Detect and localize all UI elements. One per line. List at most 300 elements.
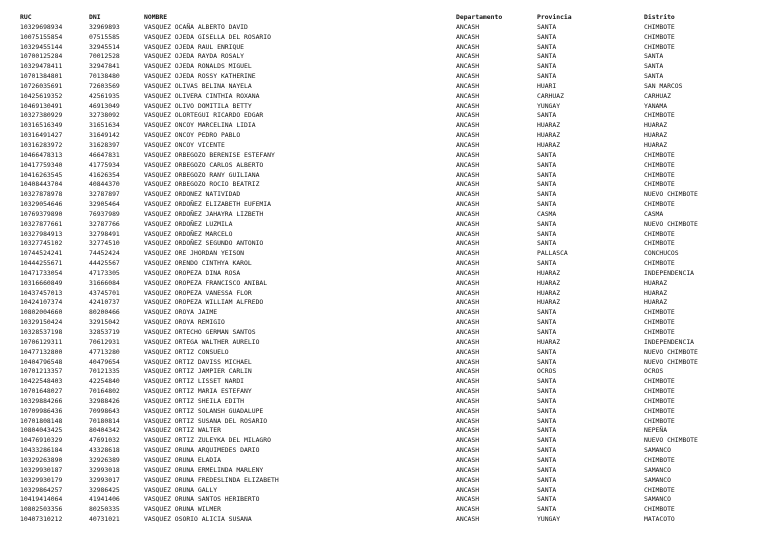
cell-provincia: SANTA [537, 180, 557, 189]
cell-departamento: ANCASH [456, 396, 480, 405]
table-row [18, 397, 738, 407]
cell-distrito: CHIMBOTE [644, 455, 675, 464]
cell-distrito: CHIMBOTE [644, 239, 675, 248]
cell-provincia: SANTA [537, 426, 557, 435]
table-row [18, 33, 738, 43]
cell-ruc: 10407310212 [20, 515, 63, 524]
cell-dni: 40844370 [89, 180, 120, 189]
cell-dni: 74452424 [89, 249, 120, 258]
cell-provincia: SANTA [537, 111, 557, 120]
column-header-distrito: Distrito [644, 13, 675, 21]
table-row [18, 161, 738, 171]
cell-provincia: SANTA [537, 32, 557, 41]
cell-nombre: VASQUEZ ORDONEZ NATIVIDAD [144, 190, 241, 199]
table-row [18, 180, 738, 190]
column-header-ruc: RUC [20, 13, 32, 21]
cell-departamento: ANCASH [456, 72, 480, 81]
cell-provincia: SANTA [537, 318, 557, 327]
cell-nombre: VASQUEZ ORUNA GALLY [144, 485, 218, 494]
cell-dni: 70121335 [89, 367, 120, 376]
cell-dni: 40731021 [89, 515, 120, 524]
cell-ruc: 10327380929 [20, 111, 63, 120]
cell-dni: 42561935 [89, 91, 120, 100]
cell-departamento: ANCASH [456, 111, 480, 120]
cell-nombre: VASQUEZ ORDOÑEZ MARCELO [144, 229, 233, 238]
cell-departamento: ANCASH [456, 357, 480, 366]
cell-dni: 32738092 [89, 111, 120, 120]
cell-distrito: NUEVO CHIMBOTE [644, 357, 698, 366]
cell-ruc: 10316516349 [20, 121, 63, 130]
table-row [18, 377, 738, 387]
cell-distrito: NUEVO CHIMBOTE [644, 436, 698, 445]
cell-ruc: 10701808148 [20, 416, 63, 425]
cell-distrito: SAMANCO [644, 475, 671, 484]
cell-nombre: VASQUEZ ORE JHORDAN YEISON [144, 249, 245, 258]
cell-ruc: 10329698934 [20, 22, 63, 31]
cell-dni: 32947841 [89, 62, 120, 71]
cell-provincia: HUARAZ [537, 278, 561, 287]
table-row [18, 239, 738, 249]
cell-departamento: ANCASH [456, 298, 480, 307]
cell-provincia: CASMA [537, 209, 557, 218]
cell-ruc: 10744524241 [20, 249, 63, 258]
table-row [18, 466, 738, 476]
cell-ruc: 10477132800 [20, 347, 63, 356]
cell-provincia: CARHUAZ [537, 91, 564, 100]
cell-dni: 41626354 [89, 170, 120, 179]
table-row [18, 426, 738, 436]
cell-provincia: SANTA [537, 505, 557, 514]
cell-dni: 31628397 [89, 140, 120, 149]
cell-distrito: INDEPENDENCIA [644, 268, 695, 277]
cell-nombre: VASQUEZ ORUNA WILMER [144, 505, 221, 514]
cell-ruc: 10802004660 [20, 308, 63, 317]
cell-ruc: 10316660849 [20, 278, 63, 287]
cell-ruc: 10327745102 [20, 239, 63, 248]
table-row [18, 279, 738, 289]
cell-nombre: VASQUEZ ORTIZ SOLANSH GUADALUPE [144, 406, 264, 415]
cell-dni: 70138480 [89, 72, 120, 81]
cell-provincia: SANTA [537, 475, 557, 484]
cell-provincia: OCROS [537, 367, 557, 376]
cell-nombre: VASQUEZ ORUNA FREDESLINDA ELIZABETH [144, 475, 279, 484]
cell-distrito: CHIMBOTE [644, 406, 675, 415]
cell-provincia: HUARAZ [537, 288, 561, 297]
cell-ruc: 10700125284 [20, 52, 63, 61]
table-row [18, 190, 738, 200]
cell-nombre: VASQUEZ OROPEZA FRANCISCO ANIBAL [144, 278, 268, 287]
cell-provincia: SANTA [537, 229, 557, 238]
cell-ruc: 10417759340 [20, 160, 63, 169]
cell-provincia: HUARAZ [537, 337, 561, 346]
cell-dni: 32787897 [89, 190, 120, 199]
cell-departamento: ANCASH [456, 268, 480, 277]
cell-provincia: SANTA [537, 190, 557, 199]
cell-ruc: 10329930187 [20, 465, 63, 474]
table-row [18, 328, 738, 338]
cell-departamento: ANCASH [456, 495, 480, 504]
cell-dni: 32915042 [89, 318, 120, 327]
table-row [18, 102, 738, 112]
cell-provincia: HUARAZ [537, 268, 561, 277]
cell-ruc: 10329150424 [20, 318, 63, 327]
cell-ruc: 10329884266 [20, 396, 63, 405]
table-row [18, 52, 738, 62]
table-row [18, 82, 738, 92]
cell-dni: 07515585 [89, 32, 120, 41]
cell-departamento: ANCASH [456, 387, 480, 396]
cell-distrito: MATACOTO [644, 515, 675, 524]
cell-departamento: ANCASH [456, 278, 480, 287]
cell-ruc: 10316283972 [20, 140, 63, 149]
cell-distrito: CASMA [644, 209, 664, 218]
cell-distrito: SANTA [644, 52, 664, 61]
cell-dni: 32926389 [89, 455, 120, 464]
cell-provincia: SANTA [537, 150, 557, 159]
cell-provincia: SANTA [537, 495, 557, 504]
cell-distrito: CHIMBOTE [644, 22, 675, 31]
cell-ruc: 10444255671 [20, 259, 63, 268]
cell-distrito: CHIMBOTE [644, 42, 675, 51]
cell-departamento: ANCASH [456, 180, 480, 189]
table-row [18, 72, 738, 82]
cell-distrito: SAMANCO [644, 446, 671, 455]
contributors-table [18, 13, 738, 525]
cell-distrito: SAMANCO [644, 465, 671, 474]
cell-provincia: SANTA [537, 416, 557, 425]
cell-provincia: YUNGAY [537, 515, 561, 524]
cell-ruc: 10424107374 [20, 298, 63, 307]
cell-nombre: VASQUEZ ORTIZ DAVISS MICHAEL [144, 357, 252, 366]
cell-provincia: SANTA [537, 347, 557, 356]
cell-nombre: VASQUEZ OCAÑA ALBERTO DAVID [144, 22, 248, 31]
table-row [18, 249, 738, 259]
table-row [18, 446, 738, 456]
cell-dni: 32988426 [89, 396, 120, 405]
cell-dni: 80200466 [89, 308, 120, 317]
cell-departamento: ANCASH [456, 121, 480, 130]
cell-distrito: OCROS [644, 367, 664, 376]
cell-distrito: HUARAZ [644, 121, 668, 130]
table-row [18, 23, 738, 33]
cell-distrito: CHIMBOTE [644, 259, 675, 268]
cell-nombre: VASQUEZ OLIVERA CINTHIA ROXANA [144, 91, 260, 100]
table-row [18, 338, 738, 348]
table-row [18, 456, 738, 466]
cell-provincia: SANTA [537, 200, 557, 209]
cell-departamento: ANCASH [456, 446, 480, 455]
cell-nombre: VASQUEZ OLIVO DOMITILA BETTY [144, 101, 252, 110]
cell-departamento: ANCASH [456, 190, 480, 199]
cell-departamento: ANCASH [456, 416, 480, 425]
cell-distrito: CHIMBOTE [644, 308, 675, 317]
table-row [18, 111, 738, 121]
table-row [18, 407, 738, 417]
cell-distrito: SAN MARCOS [644, 81, 683, 90]
cell-dni: 42410737 [89, 298, 120, 307]
cell-ruc: 10466478313 [20, 150, 63, 159]
cell-departamento: ANCASH [456, 347, 480, 356]
cell-provincia: SANTA [537, 42, 557, 51]
cell-nombre: VASQUEZ OJEDA RONALDS MIGUEL [144, 62, 252, 71]
cell-nombre: VASQUEZ OROPEZA WILLIAM ALFREDO [144, 298, 264, 307]
cell-dni: 80250335 [89, 505, 120, 514]
cell-departamento: ANCASH [456, 318, 480, 327]
cell-nombre: VASQUEZ ORDOÑEZ LUZMILA [144, 219, 233, 228]
cell-ruc: 10469130491 [20, 101, 63, 110]
cell-provincia: PALLASCA [537, 249, 568, 258]
cell-provincia: SANTA [537, 52, 557, 61]
cell-distrito: CHIMBOTE [644, 32, 675, 41]
cell-departamento: ANCASH [456, 81, 480, 90]
cell-departamento: ANCASH [456, 209, 480, 218]
cell-ruc: 10769379890 [20, 209, 63, 218]
table-row [18, 269, 738, 279]
cell-departamento: ANCASH [456, 22, 480, 31]
cell-ruc: 10726035691 [20, 81, 63, 90]
cell-provincia: HUARAZ [537, 140, 561, 149]
cell-nombre: VASQUEZ OROPEZA VANESSA FLOR [144, 288, 252, 297]
cell-dni: 32969893 [89, 22, 120, 31]
cell-departamento: ANCASH [456, 239, 480, 248]
cell-ruc: 10701648027 [20, 387, 63, 396]
cell-provincia: SANTA [537, 22, 557, 31]
cell-nombre: VASQUEZ ORTECHO GERMAN SANTOS [144, 328, 256, 336]
cell-nombre: VASQUEZ OLIVAS BELINA NAYELA [144, 81, 252, 90]
cell-departamento: ANCASH [456, 200, 480, 209]
cell-provincia: SANTA [537, 406, 557, 415]
cell-dni: 32787766 [89, 219, 120, 228]
cell-ruc: 10408443704 [20, 180, 63, 189]
table-row [18, 486, 738, 496]
cell-nombre: VASQUEZ ORBEGOZO RANY GUILIANA [144, 170, 260, 179]
cell-nombre: VASQUEZ ORBEGOZO CARLOS ALBERTO [144, 160, 264, 169]
cell-nombre: VASQUEZ ORENDO CINTHYA KAROL [144, 259, 252, 268]
cell-ruc: 10327984913 [20, 229, 63, 238]
table-row [18, 151, 738, 161]
cell-dni: 46913049 [89, 101, 120, 110]
cell-nombre: VASQUEZ ORTIZ JAMPIER CARLIN [144, 367, 252, 376]
cell-distrito: CHIMBOTE [644, 200, 675, 209]
table-row [18, 318, 738, 328]
cell-departamento: ANCASH [456, 52, 480, 61]
table-row [18, 358, 738, 368]
table-row [18, 348, 738, 358]
table-row [18, 495, 738, 505]
cell-nombre: VASQUEZ ORBEGOZO BERENISE ESTEFANY [144, 150, 275, 159]
cell-dni: 41941406 [89, 495, 120, 504]
cell-provincia: SANTA [537, 62, 557, 71]
cell-ruc: 10471733054 [20, 268, 63, 277]
table-row [18, 230, 738, 240]
table-row [18, 367, 738, 377]
cell-distrito: YANAMA [644, 101, 668, 110]
cell-ruc: 10416263545 [20, 170, 63, 179]
cell-departamento: ANCASH [456, 455, 480, 464]
cell-departamento: ANCASH [456, 150, 480, 159]
cell-provincia: SANTA [537, 160, 557, 169]
cell-provincia: SANTA [537, 170, 557, 179]
cell-dni: 32993018 [89, 465, 120, 474]
table-row [18, 417, 738, 427]
cell-ruc: 10329263890 [20, 455, 63, 464]
cell-nombre: VASQUEZ ONCOY VICENTE [144, 140, 225, 149]
cell-provincia: SANTA [537, 259, 557, 268]
column-header-departamento: Departamento [456, 13, 503, 21]
cell-departamento: ANCASH [456, 465, 480, 474]
cell-distrito: SAMANCO [644, 495, 671, 504]
cell-dni: 32945514 [89, 42, 120, 51]
cell-distrito: CHIMBOTE [644, 180, 675, 189]
cell-distrito: CHIMBOTE [644, 160, 675, 169]
cell-nombre: VASQUEZ OROYA REMIGIO [144, 318, 225, 327]
cell-distrito: NUEVO CHIMBOTE [644, 347, 698, 356]
cell-provincia: YUNGAY [537, 101, 561, 110]
cell-departamento: ANCASH [456, 62, 480, 71]
header-row [18, 13, 738, 23]
column-header-dni: DNI [89, 13, 101, 21]
cell-dni: 80404342 [89, 426, 120, 435]
cell-ruc: 10701384801 [20, 72, 63, 81]
column-header-nombre: NOMBRE [144, 13, 168, 21]
cell-distrito: HUARAZ [644, 298, 668, 307]
table-row [18, 515, 738, 525]
cell-departamento: ANCASH [456, 91, 480, 100]
cell-departamento: ANCASH [456, 131, 480, 140]
cell-departamento: ANCASH [456, 308, 480, 317]
cell-nombre: VASQUEZ ORTIZ CONSUELO [144, 347, 229, 356]
cell-dni: 32993017 [89, 475, 120, 484]
cell-distrito: CHIMBOTE [644, 387, 675, 396]
cell-dni: 47691032 [89, 436, 120, 445]
cell-distrito: CHIMBOTE [644, 377, 675, 386]
cell-nombre: VASQUEZ OROYA JAIME [144, 308, 218, 317]
cell-ruc: 10316491427 [20, 131, 63, 140]
cell-provincia: SANTA [537, 455, 557, 464]
cell-dni: 31666084 [89, 278, 120, 287]
cell-nombre: VASQUEZ OSORIO ALICIA SUSANA [144, 515, 252, 524]
cell-nombre: VASQUEZ ORTIZ ZULEYKA DEL MILAGRO [144, 436, 271, 445]
cell-dni: 43745701 [89, 288, 120, 297]
cell-provincia: SANTA [537, 72, 557, 81]
cell-ruc: 10476910329 [20, 436, 63, 445]
cell-provincia: SANTA [537, 377, 557, 386]
cell-provincia: SANTA [537, 219, 557, 228]
cell-nombre: VASQUEZ OROPEZA DINA ROSA [144, 268, 241, 277]
cell-departamento: ANCASH [456, 288, 480, 297]
table-row [18, 259, 738, 269]
table-row [18, 220, 738, 230]
cell-ruc: 10327878978 [20, 190, 63, 199]
cell-dni: 40479654 [89, 357, 120, 366]
cell-distrito: CHIMBOTE [644, 111, 675, 120]
cell-nombre: VASQUEZ ORBEGOZO ROCIO BEATRIZ [144, 180, 260, 189]
cell-distrito: CHIMBOTE [644, 328, 675, 336]
cell-ruc: 10075155854 [20, 32, 63, 41]
cell-departamento: ANCASH [456, 170, 480, 179]
cell-dni: 42254840 [89, 377, 120, 386]
cell-distrito: SANTA [644, 62, 664, 71]
cell-provincia: HUARAZ [537, 121, 561, 130]
cell-ruc: 10329930179 [20, 475, 63, 484]
table-row [18, 171, 738, 181]
cell-nombre: VASQUEZ OJEDA RAUL ENRIQUE [144, 42, 245, 51]
cell-nombre: VASQUEZ ORTEGA WALTHER AURELIO [144, 337, 260, 346]
cell-ruc: 10701213357 [20, 367, 63, 376]
cell-nombre: VASQUEZ ORTIZ LISSET NARDI [144, 377, 245, 386]
cell-nombre: VASQUEZ OJEDA ROSSY KATHERINE [144, 72, 256, 81]
table-row [18, 387, 738, 397]
cell-departamento: ANCASH [456, 337, 480, 346]
cell-provincia: SANTA [537, 357, 557, 366]
cell-distrito: CONCHUCOS [644, 249, 679, 258]
cell-ruc: 10329864257 [20, 485, 63, 494]
cell-nombre: VASQUEZ ORTIZ WALTER [144, 426, 221, 435]
cell-ruc: 10419414064 [20, 495, 63, 504]
cell-dni: 70998643 [89, 406, 120, 415]
cell-departamento: ANCASH [456, 367, 480, 376]
cell-dni: 70180814 [89, 416, 120, 425]
cell-departamento: ANCASH [456, 140, 480, 149]
cell-nombre: VASQUEZ ORTIZ SHEILA EDITH [144, 396, 245, 405]
cell-dni: 32905464 [89, 200, 120, 209]
column-header-provincia: Provincia [537, 13, 572, 21]
cell-ruc: 10425619352 [20, 91, 63, 100]
cell-distrito: HUARAZ [644, 288, 668, 297]
cell-provincia: HUARI [537, 81, 557, 90]
table-row [18, 200, 738, 210]
table-row [18, 141, 738, 151]
cell-ruc: 10437457013 [20, 288, 63, 297]
cell-dni: 31649142 [89, 131, 120, 140]
cell-distrito: HUARAZ [644, 278, 668, 287]
cell-distrito: CARHUAZ [644, 91, 671, 100]
cell-nombre: VASQUEZ ONCOY PEDRO PABLO [144, 131, 241, 140]
cell-departamento: ANCASH [456, 475, 480, 484]
cell-dni: 72603569 [89, 81, 120, 90]
table-row [18, 505, 738, 515]
table-row [18, 62, 738, 72]
cell-distrito: CHIMBOTE [644, 416, 675, 425]
cell-provincia: HUARAZ [537, 298, 561, 307]
cell-provincia: SANTA [537, 387, 557, 396]
cell-provincia: SANTA [537, 239, 557, 248]
cell-ruc: 10709986436 [20, 406, 63, 415]
cell-distrito: NEPEÑA [644, 426, 668, 435]
cell-nombre: VASQUEZ ORDOÑEZ JAHAYRA LIZBETH [144, 209, 264, 218]
cell-nombre: VASQUEZ ORUNA ARQUIMEDES DARIO [144, 446, 260, 455]
table-row [18, 436, 738, 446]
cell-ruc: 10328537198 [20, 328, 63, 336]
cell-nombre: VASQUEZ ORUNA SANTOS HERIBERTO [144, 495, 260, 504]
cell-nombre: VASQUEZ ORUNA ELADIA [144, 455, 221, 464]
table-row [18, 121, 738, 131]
cell-nombre: VASQUEZ OJEDA GISELLA DEL ROSARIO [144, 32, 271, 41]
cell-departamento: ANCASH [456, 377, 480, 386]
cell-dni: 32798491 [89, 229, 120, 238]
cell-dni: 46647831 [89, 150, 120, 159]
cell-nombre: VASQUEZ ORDOÑEZ SEGUNDO ANTONIO [144, 239, 264, 248]
cell-nombre: VASQUEZ ORTIZ SUSANA DEL ROSARIO [144, 416, 268, 425]
cell-dni: 32774510 [89, 239, 120, 248]
table-row [18, 476, 738, 486]
cell-departamento: ANCASH [456, 32, 480, 41]
cell-nombre: VASQUEZ ONCOY MARCELINA LIDIA [144, 121, 256, 130]
table-row [18, 210, 738, 220]
cell-nombre: VASQUEZ ORUNA ERMELINDA MARLENY [144, 465, 264, 474]
cell-distrito: CHIMBOTE [644, 396, 675, 405]
cell-ruc: 10706129311 [20, 337, 63, 346]
